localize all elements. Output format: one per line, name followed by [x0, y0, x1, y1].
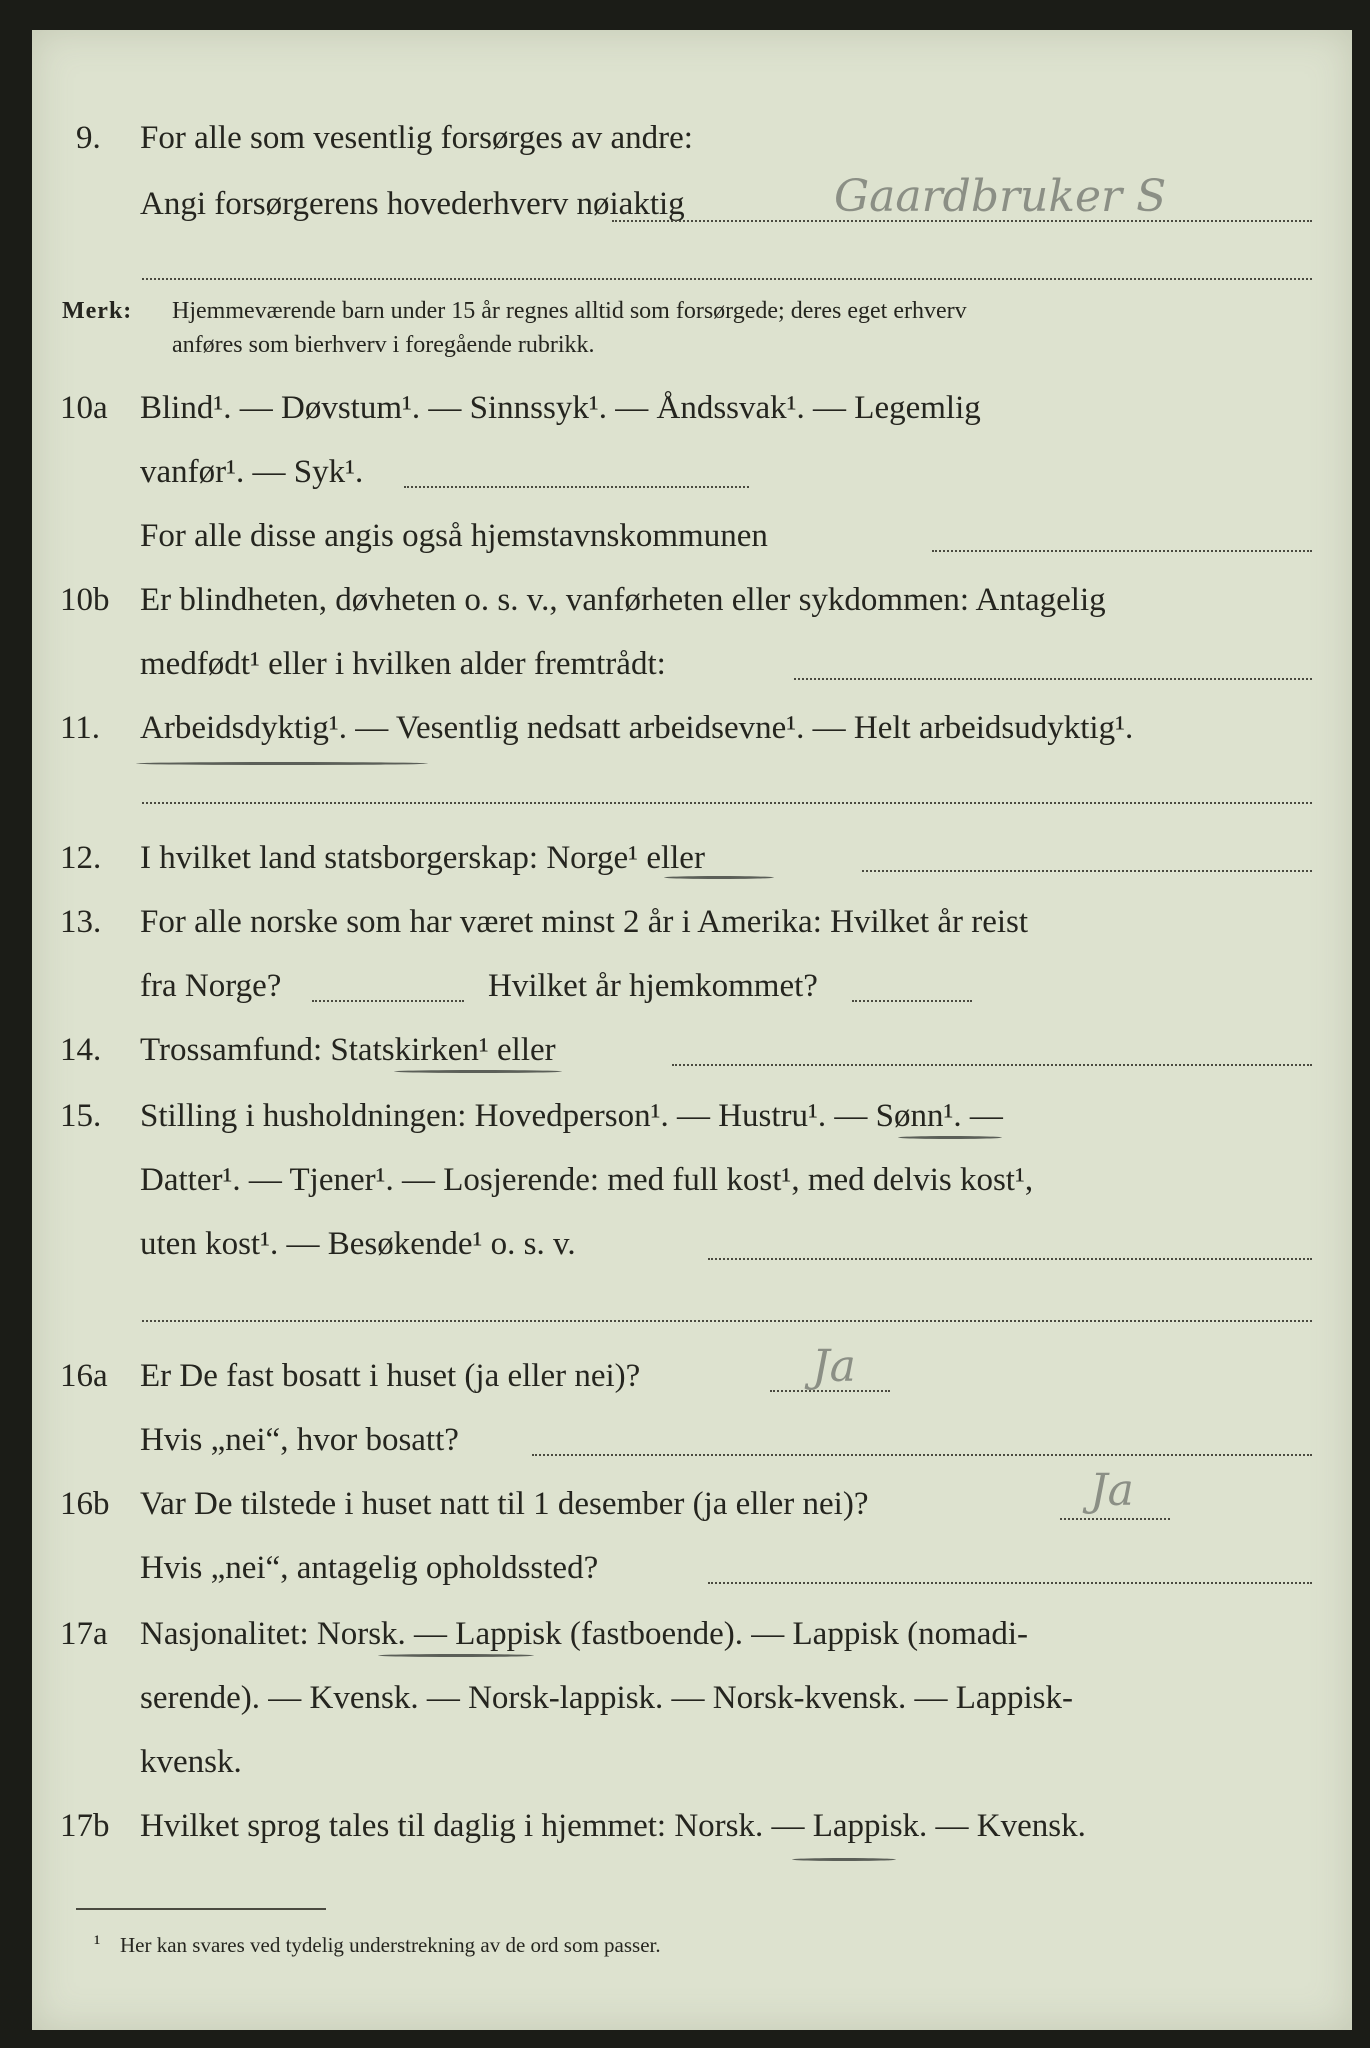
separator-line [142, 278, 1312, 280]
q17b-number: 17b [60, 1808, 110, 1844]
footnote-text: Her kan svares ved tydelig understrekning av de ord som passer. [120, 1933, 661, 1957]
q16b-answer-handwriting: Ja [1090, 1465, 1134, 1516]
separator-line-2 [142, 1320, 1312, 1322]
q10a-line2: vanfør¹. — Syk¹. [140, 454, 364, 490]
q11-line1: Arbeidsdyktig¹. — Vesentlig nedsatt arbeidsevne¹. — Helt arbeidsudyktig¹. [140, 710, 1134, 746]
q16a-answer-handwriting: Ja [812, 1341, 856, 1392]
q10a-number: 10a [60, 390, 108, 426]
q15-answer-line [708, 1258, 1312, 1260]
q16a-line2: Hvis „nei“, hvor bosatt? [140, 1422, 459, 1458]
q10b-line1: Er blindheten, døvheten o. s. v., vanførheten eller sykdommen: Antagelig [140, 582, 1106, 618]
q15-underline-mark [898, 1136, 1002, 1139]
q15-number: 15. [60, 1098, 102, 1134]
q17a-line2: serende). — Kvensk. — Norsk-lappisk. — Norsk-kvensk. — Lappisk- [140, 1680, 1074, 1716]
q15-line1: Stilling i husholdningen: Hovedperson¹. — Hustru¹. — Sønn¹. — [140, 1098, 1003, 1134]
merk-label: Merk: [62, 298, 133, 324]
q17a-line1: Nasjonalitet: Norsk. — Lappisk (fastboende). — Lappisk (nomadi- [140, 1616, 1029, 1652]
q14-answer-line [672, 1064, 1312, 1066]
q10a-hjemstavn-line [932, 550, 1312, 552]
q13-reist-line [312, 1000, 464, 1002]
footnote-mark: ¹ [94, 1931, 101, 1955]
q13-line2a: fra Norge? [140, 968, 282, 1004]
q17a-number: 17a [60, 1616, 108, 1652]
q16a-bosatt-line [532, 1454, 1312, 1456]
q16b-line1: Var De tilstede i huset natt til 1 desember (ja eller nei)? [140, 1486, 869, 1522]
q9-answer-handwriting: Gaardbruker S [834, 171, 1167, 222]
q11-number: 11. [60, 710, 101, 746]
q16b-answer-line [1060, 1518, 1170, 1520]
q9-line2: Angi forsørgerens hovederhverv nøiaktig [140, 186, 685, 222]
merk-line2: anføres som bierhverv i foregående rubrikk. [172, 332, 595, 358]
q10a-line1: Blind¹. — Døvstum¹. — Sinnssyk¹. — Åndssvak¹. — Legemlig [140, 390, 981, 426]
q16b-number: 16b [60, 1486, 110, 1522]
q9-number: 9. [76, 120, 101, 156]
q14-line1: Trossamfund: Statskirken¹ eller [140, 1032, 556, 1068]
q12-number: 12. [60, 840, 102, 876]
merk-line1: Hjemmeværende barn under 15 år regnes alltid som forsørgede; deres eget erhverv [172, 298, 967, 324]
q14-underline-mark [394, 1070, 562, 1073]
q17b-line1: Hvilket sprog tales til daglig i hjemmet: Norsk. — Lappisk. — Kvensk. [140, 1808, 1086, 1844]
q16b-line2: Hvis „nei“, antagelig opholdssted? [140, 1550, 599, 1586]
q12-line1: I hvilket land statsborgerskap: Norge¹ eller [140, 840, 705, 876]
q12-underline-mark [664, 876, 774, 879]
q14-number: 14. [60, 1032, 102, 1068]
q16a-line1: Er De fast bosatt i huset (ja eller nei)? [140, 1358, 641, 1394]
q13-line1: For alle norske som har været minst 2 år i Amerika: Hvilket år reist [140, 904, 1029, 940]
q11-answer-line [142, 802, 1312, 804]
q10b-answer-line [794, 678, 1312, 680]
q16a-number: 16a [60, 1358, 108, 1394]
q10b-line2: medfødt¹ eller i hvilken alder fremtrådt: [140, 646, 666, 682]
q17a-line3: kvensk. [140, 1744, 242, 1780]
q17a-underline-mark [378, 1654, 534, 1657]
q13-hjemkommet-line [852, 1000, 972, 1002]
q15-line2: Datter¹. — Tjener¹. — Losjerende: med full kost¹, med delvis kost¹, [140, 1162, 1034, 1198]
q9-line1: For alle som vesentlig forsørges av andre: [140, 120, 693, 156]
q13-number: 13. [60, 904, 102, 940]
footnote-rule [76, 1908, 326, 1910]
q10b-number: 10b [60, 582, 110, 618]
q15-line3: uten kost¹. — Besøkende¹ o. s. v. [140, 1226, 576, 1262]
q12-answer-line [862, 870, 1312, 872]
q11-underline-mark [136, 762, 428, 765]
q16b-opholdssted-line [708, 1582, 1312, 1584]
q17b-underline-mark [792, 1858, 896, 1861]
q10a-syk-line [404, 486, 749, 488]
q13-line2b: Hvilket år hjemkommet? [488, 968, 818, 1004]
census-form-page [32, 30, 1352, 2030]
q10a-line3: For alle disse angis også hjemstavnskommunen [140, 518, 768, 554]
